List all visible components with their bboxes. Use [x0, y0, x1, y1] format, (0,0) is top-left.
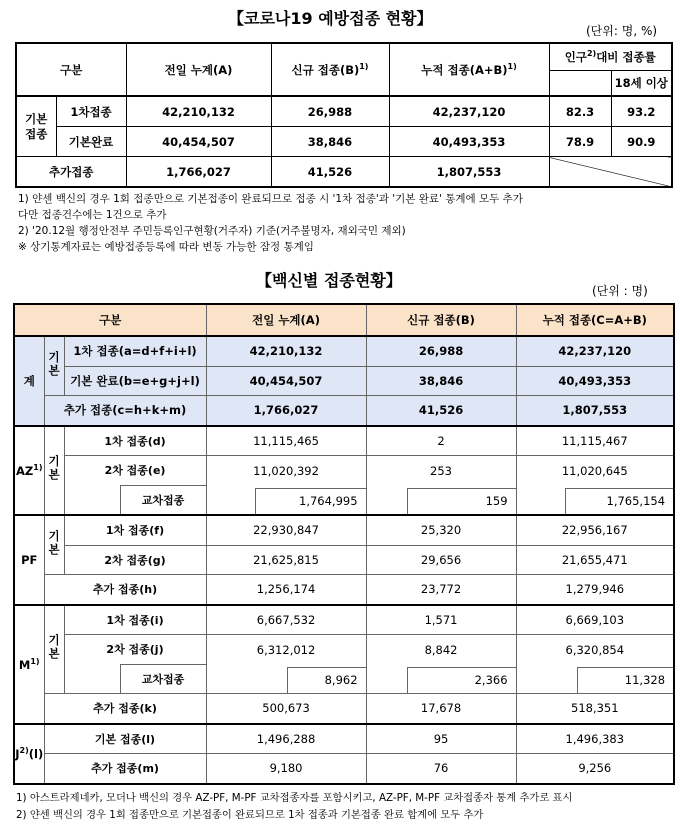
header-rate	[549, 43, 672, 71]
note2-line2: 2) 얀센 백신의 경우 1회 접종만으로 기본접종이 완료되므로 1차 접종과 기본접종 완료 합계에 모두 추가	[16, 809, 484, 821]
total-complete-new: 38,846	[366, 366, 516, 396]
row-complete-prev: 40,454,507	[126, 127, 271, 157]
row-booster-new: 41,526	[271, 157, 389, 188]
total-booster-prev: 1,766,027	[206, 396, 366, 426]
t2-header-category: 구분	[14, 304, 206, 336]
header-cum-sup: 1)	[507, 61, 517, 71]
note1-line2: 다만 접종건수에는 1건으로 추가	[18, 209, 167, 221]
title-by-vaccine: 【백신별 접종현황】	[256, 271, 402, 290]
vaccination-summary-table	[15, 42, 673, 188]
az-basic-vtext: 기본	[47, 455, 61, 483]
total-group-label: 계	[14, 336, 44, 426]
total-basic-vtext: 기본	[47, 351, 61, 378]
az-cross-cum-cell	[516, 485, 674, 515]
note2-line1: 1) 아스트라제네카, 모더나 백신의 경우 AZ-PF, M-PF 교차접종자를 포함시키고, AZ-PF, M-PF 교차접종자 통계 추가로 표시	[16, 792, 573, 804]
t2-header-prev: 전일 누계(A)	[206, 304, 366, 336]
j-basic-cum: 1,496,383	[516, 724, 674, 754]
header-category: 구분	[16, 43, 126, 96]
m-first-label: 1차 접종(i)	[64, 605, 206, 635]
m-first-cum: 6,669,103	[516, 605, 674, 635]
az-first-cum: 11,115,467	[516, 426, 674, 456]
az-first-label: 1차 접종(d)	[64, 426, 206, 456]
row-first-dose-rate18: 93.2	[611, 96, 672, 127]
m-first-prev: 6,667,532	[206, 605, 366, 635]
t2-header-new: 신규 접종(B)	[366, 304, 516, 336]
header-new-sup: 1)	[359, 61, 369, 71]
m-booster-prev: 500,673	[206, 694, 366, 724]
row-complete-cum: 40,493,353	[389, 127, 549, 157]
header-rate-post: 대비 접종률	[596, 50, 656, 64]
az-cross-spacer	[64, 485, 120, 515]
pf-second-prev: 21,625,815	[206, 545, 366, 575]
header-rate-sup: 2)	[586, 49, 597, 59]
j-booster-cum: 9,256	[516, 754, 674, 784]
m-group-label	[14, 605, 44, 724]
total-basic-vlabel	[44, 336, 64, 396]
row-complete-label: 기본완료	[56, 127, 126, 157]
az-cross-prev: 1,764,995	[255, 488, 366, 514]
az-second-cum: 11,020,645	[516, 456, 674, 486]
m-cross-spacer	[64, 664, 120, 694]
pf-basic-vtext: 기본	[47, 530, 61, 557]
j-group-label	[14, 724, 44, 784]
row-booster-rate-blank	[549, 157, 672, 188]
header-18-plus: 18세 이상	[611, 71, 672, 97]
az-second-new: 253	[366, 456, 516, 486]
row-complete-new: 38,846	[271, 127, 389, 157]
j-booster-new: 76	[366, 754, 516, 784]
note1-line4: ※ 상기통계자료는 예방접종등록에 따라 변동 가능한 잠정 통계임	[18, 241, 314, 253]
header-cumulative	[389, 43, 549, 96]
az-label-sup: 1)	[33, 462, 43, 472]
pf-group-label: PF	[14, 515, 44, 605]
m-booster-new: 17,678	[366, 694, 516, 724]
j-basic-new: 95	[366, 724, 516, 754]
row-first-dose-label: 1차접종	[56, 96, 126, 127]
total-first-prev: 42,210,132	[206, 336, 366, 366]
j-basic-label: 기본 접종(l)	[44, 724, 206, 754]
m-cross-new: 2,366	[407, 667, 516, 693]
header-new	[271, 43, 389, 96]
j-booster-prev: 9,180	[206, 754, 366, 784]
az-cross-cum: 1,765,154	[565, 488, 674, 514]
j-booster-label: 추가 접종(m)	[44, 754, 206, 784]
note1-line1: 1) 얀센 백신의 경우 1회 접종만으로 기본접종이 완료되므로 접종 시 '1차 접종'과 '기본 완료' 통계에 모두 추가	[18, 193, 523, 205]
header-cum-text: 누적 접종(A+B)	[421, 62, 508, 77]
basic-vaccination-text: 기본접종	[25, 111, 48, 141]
total-booster-new: 41,526	[366, 396, 516, 426]
az-second-prev: 11,020,392	[206, 456, 366, 486]
pf-booster-cum: 1,279,946	[516, 575, 674, 605]
m-basic-vlabel	[44, 605, 64, 694]
total-complete-cum: 40,493,353	[516, 366, 674, 396]
az-group-label	[14, 426, 44, 516]
total-first-label: 1차 접종(a=d+f+i+l)	[64, 336, 206, 366]
m-cross-prev: 8,962	[287, 667, 366, 693]
az-cross-new-cell	[366, 485, 516, 515]
title-vaccination-status: 【코로나19 예방접종 현황】	[228, 9, 433, 28]
m-cross-prev-cell	[206, 664, 366, 694]
total-first-cum: 42,237,120	[516, 336, 674, 366]
pf-booster-label: 추가 접종(h)	[44, 575, 206, 605]
m-second-prev: 6,312,012	[206, 635, 366, 665]
az-label-text: AZ	[16, 463, 34, 478]
row-first-dose-rate: 82.3	[549, 96, 611, 127]
row-first-dose-cum: 42,237,120	[389, 96, 549, 127]
m-cross-new-cell	[366, 664, 516, 694]
j-label-sup: 2)	[19, 746, 29, 756]
m-first-new: 1,571	[366, 605, 516, 635]
az-second-label: 2차 접종(e)	[64, 456, 206, 486]
az-cross-label: 교차접종	[120, 485, 206, 515]
m-label-sup: 1)	[30, 656, 40, 666]
pf-basic-vlabel	[44, 515, 64, 575]
az-cross-prev-cell	[206, 485, 366, 515]
total-complete-prev: 40,454,507	[206, 366, 366, 396]
pf-first-label: 1차 접종(f)	[64, 515, 206, 545]
note1-line3: 2) '20.12월 행정안전부 주민등록인구현황(거주자) 기준(거주불명자, 재외국민 제외)	[18, 225, 406, 237]
row-booster-label: 추가접종	[16, 157, 126, 188]
row-booster-cum: 1,807,553	[389, 157, 549, 188]
pf-first-new: 25,320	[366, 515, 516, 545]
row-first-dose-prev: 42,210,132	[126, 96, 271, 127]
pf-first-prev: 22,930,847	[206, 515, 366, 545]
m-cross-cum-cell	[516, 664, 674, 694]
header-rate-blank	[549, 71, 611, 97]
m-basic-vtext: 기본	[47, 634, 61, 662]
row-booster-prev: 1,766,027	[126, 157, 271, 188]
az-cross-new: 159	[407, 488, 516, 514]
total-first-new: 26,988	[366, 336, 516, 366]
basic-vaccination-label	[16, 96, 56, 157]
az-basic-vlabel	[44, 426, 64, 516]
pf-booster-new: 23,772	[366, 575, 516, 605]
az-first-new: 2	[366, 426, 516, 456]
j-label-text: J	[15, 746, 20, 761]
header-rate-pre: 인구	[564, 50, 587, 64]
header-prev-total: 전일 누계(A)	[126, 43, 271, 96]
m-booster-label: 추가 접종(k)	[44, 694, 206, 724]
az-first-prev: 11,115,465	[206, 426, 366, 456]
m-label-text: M	[18, 657, 31, 672]
unit-label-1: (단위: 명, %)	[586, 24, 658, 38]
m-second-cum: 6,320,854	[516, 635, 674, 665]
unit-label-2: (단위 : 명)	[592, 284, 648, 298]
j-basic-prev: 1,496,288	[206, 724, 366, 754]
j-label-suffix: (l)	[28, 746, 44, 761]
vaccine-breakdown-table	[13, 303, 675, 785]
header-new-text: 신규 접종(B)	[291, 62, 360, 77]
total-booster-label: 추가 접종(c=h+k+m)	[44, 396, 206, 426]
pf-second-new: 29,656	[366, 545, 516, 575]
pf-booster-prev: 1,256,174	[206, 575, 366, 605]
row-complete-rate18: 90.9	[611, 127, 672, 157]
total-complete-label: 기본 완료(b=e+g+j+l)	[64, 366, 206, 396]
m-cross-cum: 11,328	[577, 667, 674, 693]
total-booster-cum: 1,807,553	[516, 396, 674, 426]
pf-second-cum: 21,655,471	[516, 545, 674, 575]
pf-first-cum: 22,956,167	[516, 515, 674, 545]
pf-second-label: 2차 접종(g)	[64, 545, 206, 575]
m-second-new: 8,842	[366, 635, 516, 665]
m-second-label: 2차 접종(j)	[64, 635, 206, 665]
m-booster-cum: 518,351	[516, 694, 674, 724]
row-first-dose-new: 26,988	[271, 96, 389, 127]
row-complete-rate: 78.9	[549, 127, 611, 157]
m-cross-label: 교차접종	[120, 664, 206, 694]
t2-header-cum: 누적 접종(C=A+B)	[516, 304, 674, 336]
